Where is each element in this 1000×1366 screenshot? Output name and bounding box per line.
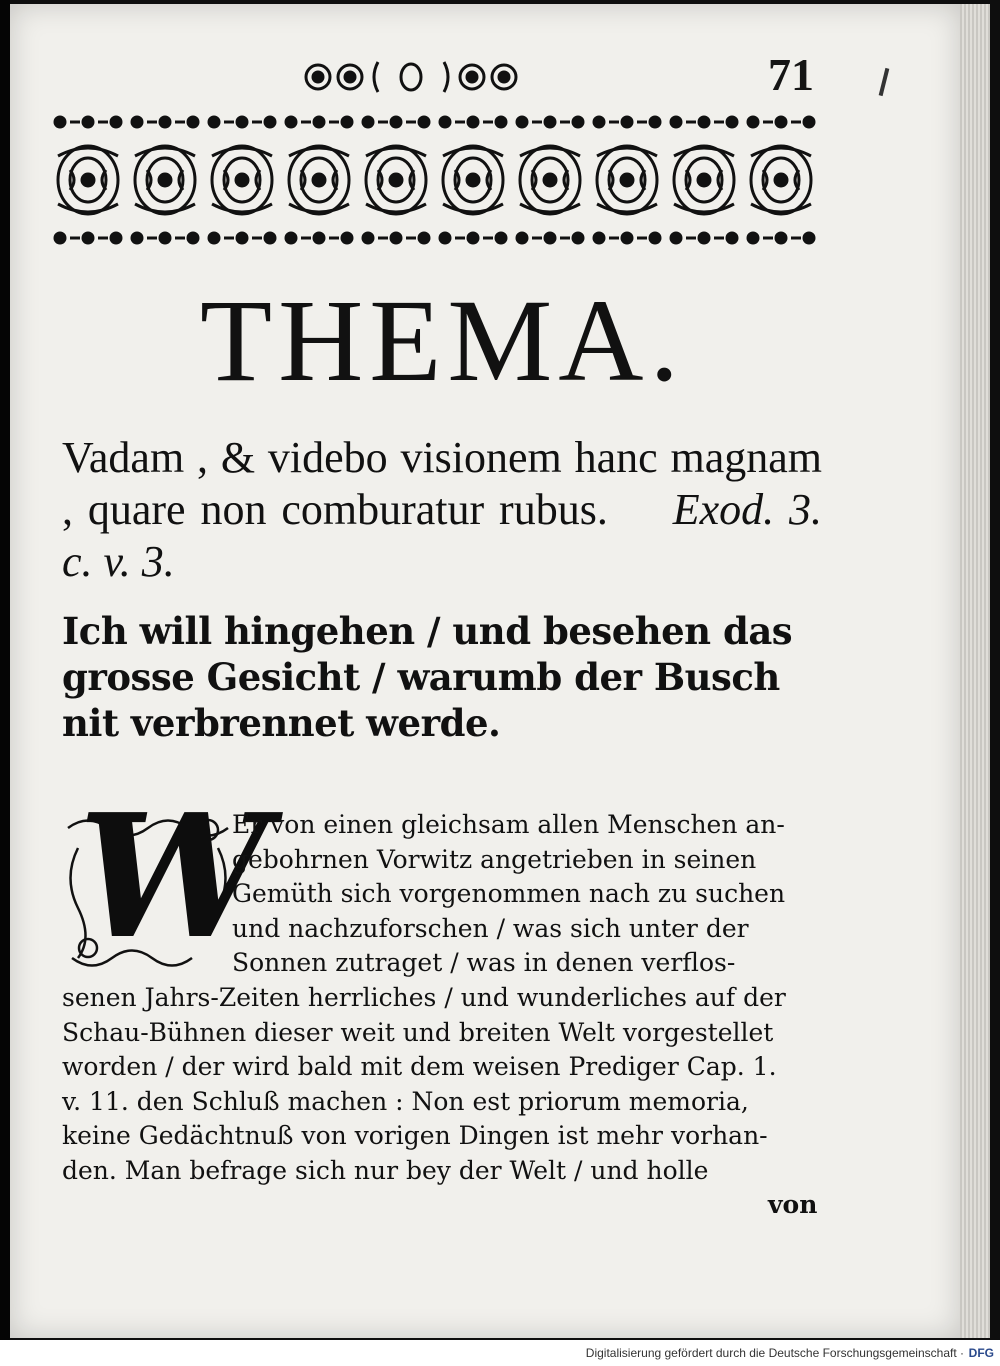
text-line: Schau-Bühnen dieser weit und breiten Welt vorgestellet bbox=[62, 1017, 774, 1047]
text-line: worden / der wird bald mit dem weisen Prediger Cap. 1. bbox=[62, 1052, 777, 1081]
decorative-header-band bbox=[50, 110, 820, 250]
text-line: Sonnen zutraget / was in denen verflos- bbox=[232, 948, 736, 977]
text-line: den. Man befrage sich nur bey der Welt / und holle bbox=[62, 1155, 709, 1185]
text-line: keine Gedächtnuß von vorigen Dingen ist mehr vorhan- bbox=[62, 1121, 768, 1150]
book-binding-edge bbox=[0, 0, 10, 1340]
latin-verse-reference: Exod. 3. c. v. 3. bbox=[62, 485, 823, 586]
initial-letter: W bbox=[78, 777, 269, 977]
page-number: 71 bbox=[768, 49, 814, 100]
text-line: v. 11. den Schluß machen : Non est priorum memoria, bbox=[62, 1086, 749, 1116]
page-stack-edge bbox=[960, 4, 990, 1338]
text-line: Er von einen gleichsam allen Menschen an- bbox=[232, 810, 785, 839]
dfg-logo: DFG bbox=[968, 1346, 994, 1360]
latin-verse bbox=[62, 432, 822, 588]
text-line: senen Jahrs-Zeiten herrliches / und wunderliches auf der bbox=[62, 983, 786, 1012]
text-line: gebohrnen Vorwitz angetrieben in seinen bbox=[232, 844, 757, 874]
latin-verse-text: Vadam , & videbo visionem hanc magnam , quare non comburatur rubus. bbox=[62, 433, 822, 534]
body-text bbox=[62, 981, 824, 1188]
text-line: Gemüth sich vorgenommen nach zu suchen bbox=[232, 879, 786, 908]
section-heading: THEMA. bbox=[200, 275, 686, 406]
top-ornament bbox=[300, 54, 522, 100]
catchword: von bbox=[768, 1190, 818, 1219]
footer-bar bbox=[0, 1340, 1000, 1366]
funding-credit: Digitalisierung gefördert durch die Deutsche Forschungsgemeinschaft · bbox=[585, 1346, 964, 1360]
body-text-indented bbox=[232, 808, 824, 981]
text-line: und nachzuforschen / was sich unter der bbox=[232, 913, 749, 943]
german-verse: Ich will hingehen / und besehen das grosse Gesicht / warumb der Busch nit verbrennet werde. bbox=[62, 609, 793, 745]
